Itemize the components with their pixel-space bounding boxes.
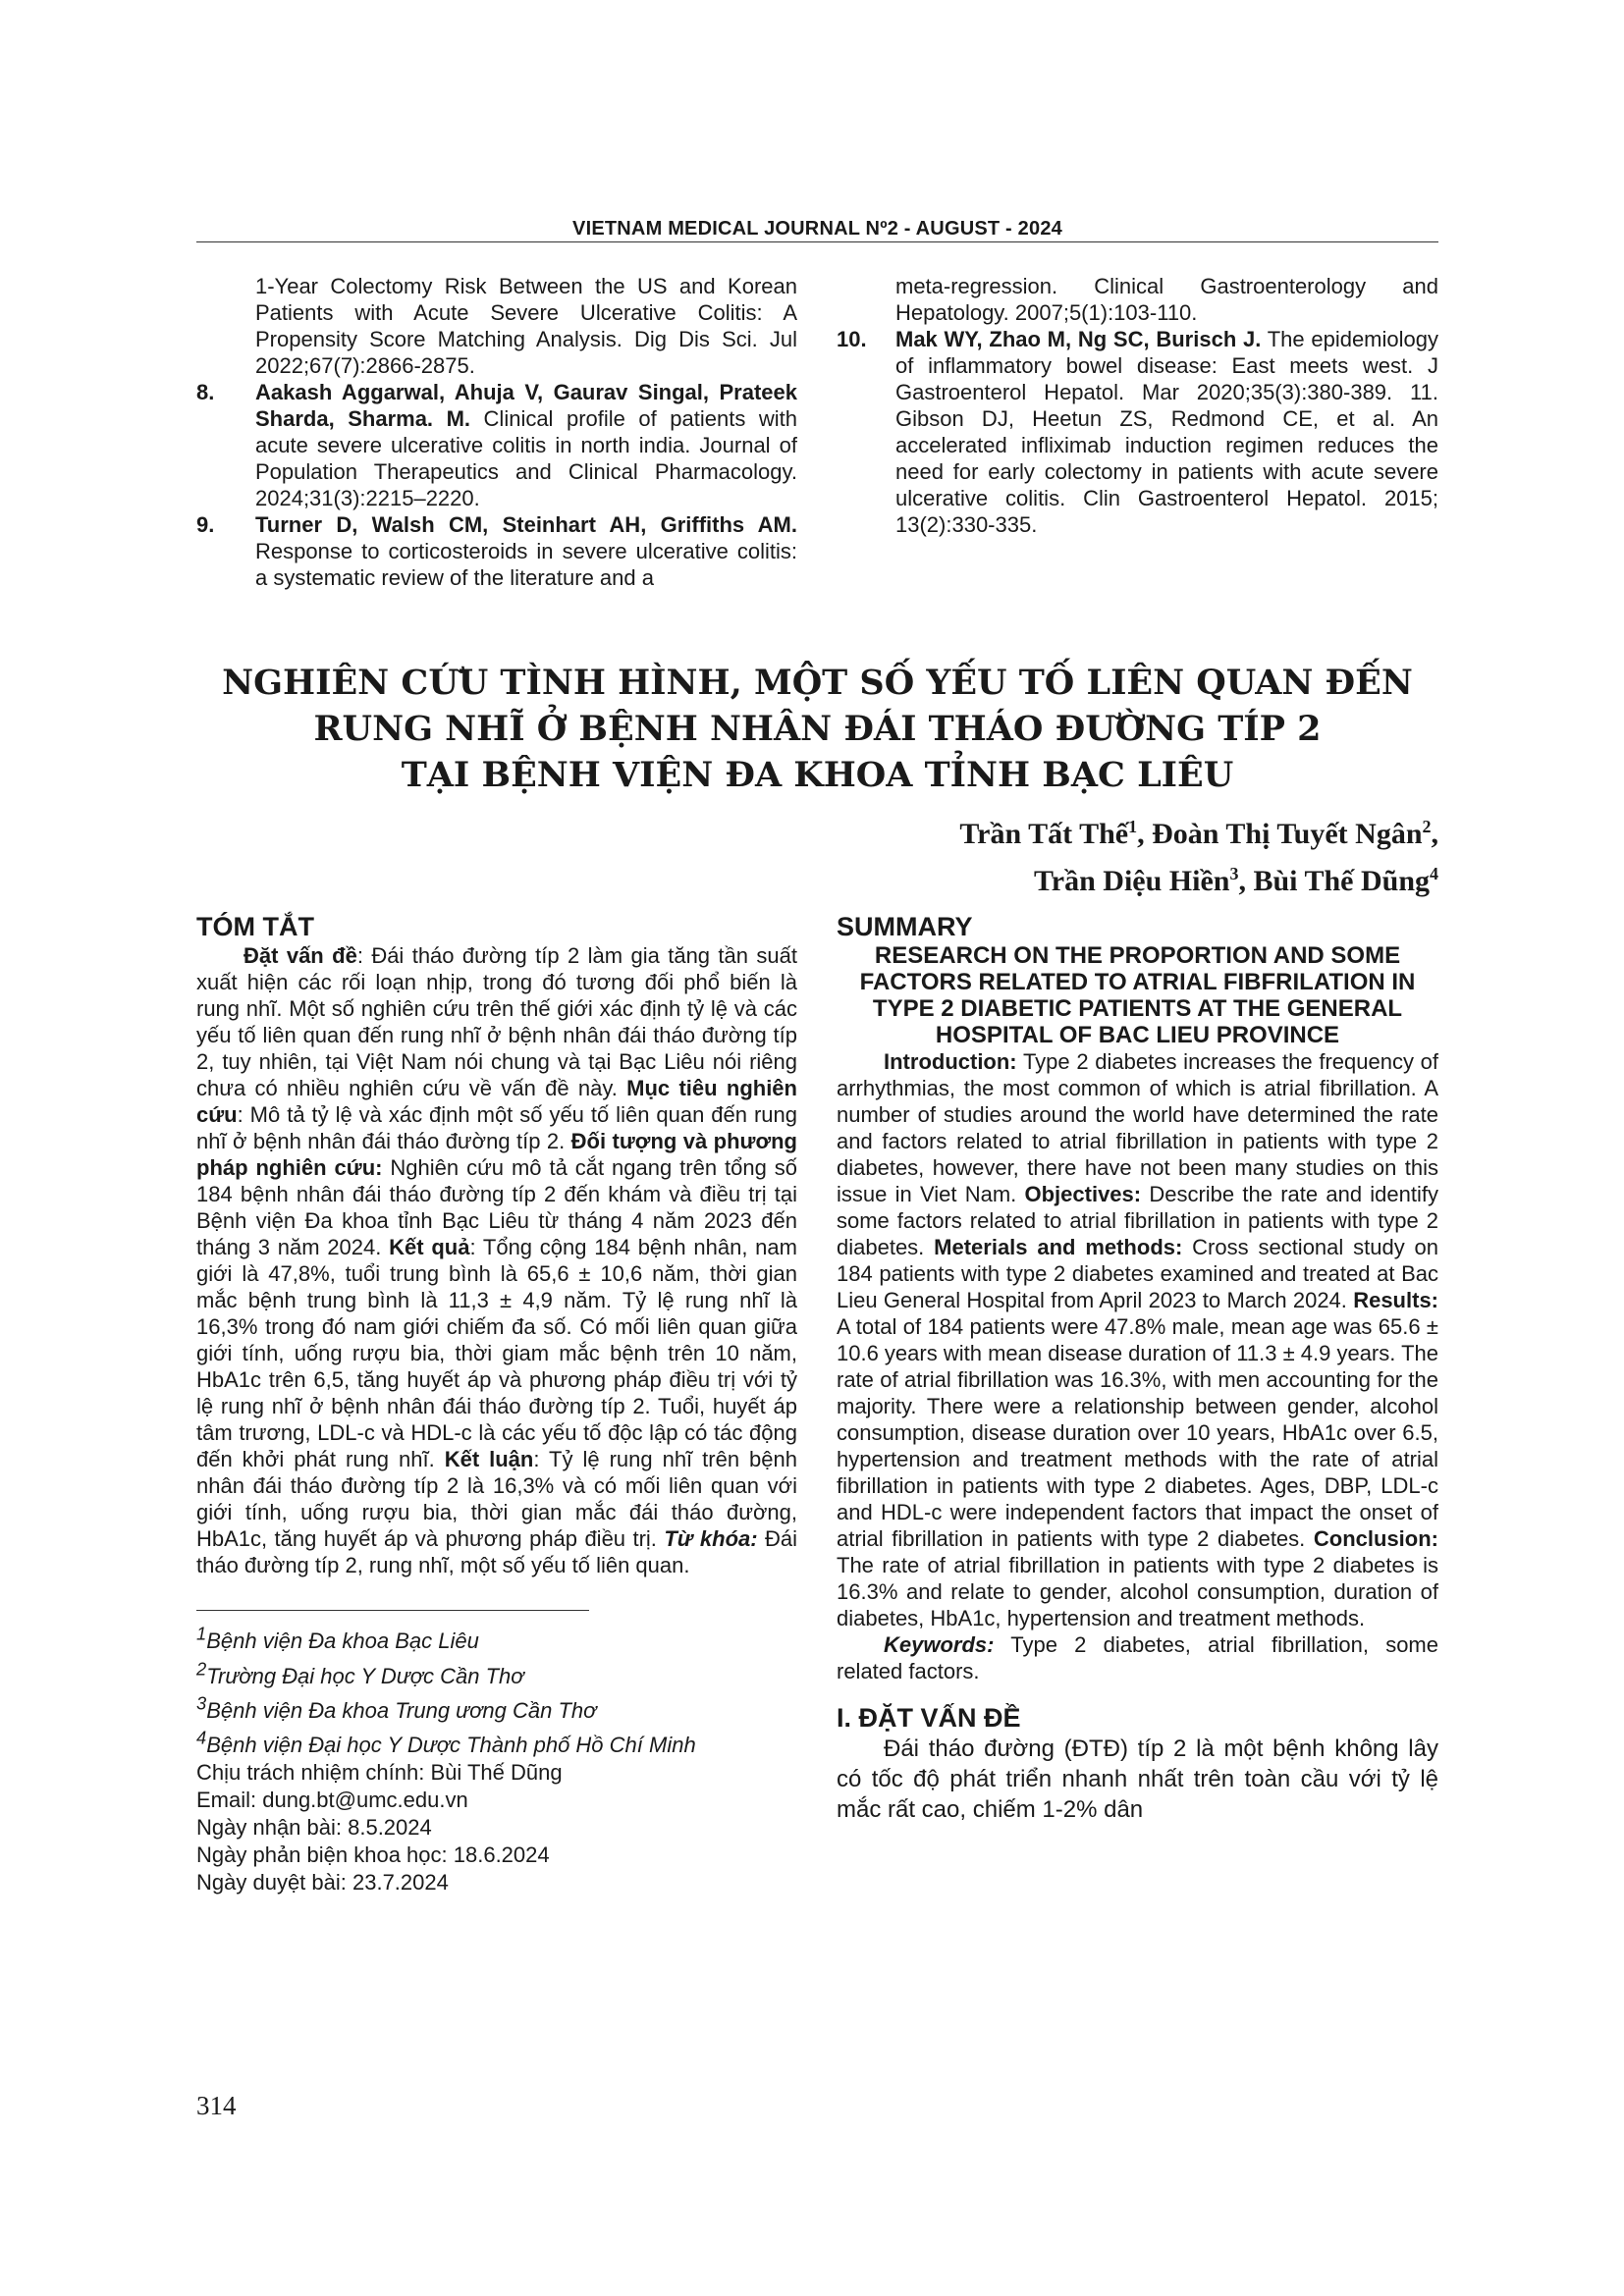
reference-8: [196, 379, 797, 511]
abstract-label: Conclusion:: [1313, 1526, 1438, 1551]
reference-9: [196, 511, 797, 591]
section-heading: TÓM TẮT: [196, 912, 314, 941]
author-affiliation-mark: 1: [1128, 817, 1138, 836]
intro-text: Đái tháo đường (ĐTĐ) típ 2 là một bệnh không lây có tốc độ phát triển nhanh nhất trên toàn cầu với tỷ lệ mắc rất cao, chiếm 1-2% dân: [837, 1735, 1438, 1823]
reference-authors: Turner D, Walsh CM, Steinhart AH, Griffiths AM.: [255, 512, 797, 537]
affiliation: Bệnh viện Đại học Y Dược Thành phố Hồ Chí Minh: [206, 1733, 696, 1758]
english-title: RESEARCH ON THE PROPORTION AND SOME FACTORS RELATED TO ATRIAL FIBFRILATION IN TYPE 2 DIABETIC PATIENTS AT THE GENERAL HOSPITAL OF BAC LIEU PROVINCE: [859, 942, 1416, 1048]
abstract-label: Đặt vấn đề: [244, 943, 357, 968]
reference-text: Response to corticosteroids in severe ulcerative colitis: a systematic review of the literature and a: [255, 539, 797, 590]
page-number: 314: [196, 2091, 237, 2120]
reference-text: Clinical profile of patients with acute severe ulcerative colitis in north india. Journal of Population Therapeutics and Clinical Pharmacology. 2024;31(3):2215–2220.: [255, 406, 797, 510]
title-line: TẠI BỆNH VIỆN ĐA KHOA TỈNH BẠC LIÊU: [401, 755, 1234, 795]
keywords-label: Từ khóa:: [664, 1526, 758, 1551]
author-affiliation-mark: 3: [1229, 864, 1239, 883]
received-date: Ngày nhận bài: 8.5.2024: [196, 1815, 432, 1841]
abstract-label: Đối tượng và phương pháp nghiên cứu:: [196, 1129, 797, 1180]
reference-7-continued: 1-Year Colectomy Risk Between the US and Korean Patients with Acute Severe Ulcerative Colitis: A Propensity Score Matching Analysis. Dig Dis Sci. Jul 2022;67(7):2866-2875.: [255, 274, 797, 378]
affiliation: Bệnh viện Đa khoa Bạc Liêu: [206, 1629, 479, 1654]
abstract-label: Mục tiêu nghiên cứu: [196, 1076, 797, 1127]
review-date: Ngày phản biện khoa học: 18.6.2024: [196, 1842, 550, 1868]
corresponding-author: Chịu trách nhiệm chính: Bùi Thế Dũng: [196, 1760, 563, 1786]
reference-10: [837, 326, 1438, 538]
references-right: [837, 273, 1438, 538]
accepted-date: Ngày duyệt bài: 23.7.2024: [196, 1870, 449, 1896]
abstract-body: Introduction: Type 2 diabetes increases the frequency of arrhythmias, the most common of which is atrial fibrillation. A number of studies around the world have determined the rate and factors related to atrial fibrillation in patients with type 2 diabetes, however, there have not been many studies on this issue in Viet Nam. Objectives: Describe the rate and identify some factors related to atrial fibrillation in patients with type 2 diabetes. Meterials and methods: Cross sectional study on 184 patients with type 2 diabetes examined and treated at Bac Lieu General Hospital from April 2023 to March 2024. Results: A total of 184 patients were 47.8% male, mean age was 65.6 ± 10.6 years with mean disease duration of 11.3 ± 4.9 years. The rate of atrial fibrillation was 16.3%, with men accounting for the majority. There were a relationship between gender, alcohol consumption, disease duration over 10 years, HbA1c over 6.5, hypertension and treatment methods with the rate of atrial fibrillation in patients with type 2 diabetes. Ages, DBP, LDL-c and HDL-c were independent factors that impact the onset of atrial fibrillation in patients with type 2 diabetes. Conclusion: The rate of atrial fibrillation in patients with type 2 diabetes is 16.3% and relate to gender, alcohol consumption, duration of diabetes, HbA1c, hypertension and treatment methods.: [837, 1049, 1439, 1630]
affiliation: Trường Đại học Y Dược Cần Thơ: [206, 1663, 524, 1688]
section-heading: SUMMARY: [837, 912, 973, 941]
abstract-body: Đặt vấn đề: Đái tháo đường típ 2 làm gia tăng tần suất xuất hiện các rối loạn nhịp, trong đó tương đối phổ biến là rung nhĩ. Một số nghiên cứu trên thế giới xác định tỷ lệ và các yếu tố liên quan đến rung nhĩ ở bệnh nhân đái tháo đường típ 2, tuy nhiên, tại Việt Nam nói chung và tại Bạc Liêu nói riêng chưa có nhiều nghiên cứu về vấn đề này. Mục tiêu nghiên cứu: Mô tả tỷ lệ và xác định một số yếu tố liên quan đến rung nhĩ ở bệnh nhân đái tháo đường típ 2. Đối tượng và phương pháp nghiên cứu: Nghiên cứu mô tả cắt ngang trên tổng số 184 bệnh nhân đái tháo đường típ 2 đến khám và điều trị tại Bệnh viện Đa khoa tỉnh Bạc Liêu từ tháng 4 năm 2023 đến tháng 3 năm 2024. Kết quả: Tổng cộng 184 bệnh nhân, nam giới là 47,8%, tuổi trung bình là 65,6 ± 10,6 năm, thời gian mắc bệnh trung bình là 11,3 ± 4,9 năm. Tỷ lệ rung nhĩ là 16,3% trong đó nam giới chiếm đa số. Có mối liên quan giữa giới tính, uống rượu bia, thời giam mắc bệnh trên 10 năm, HbA1c trên 6,5, tăng huyết áp và phương pháp điều trị với tỷ lệ rung nhĩ ở bệnh nhân đái tháo đường típ 2. Tuổi, huyết áp tâm trương, LDL-c và HDL-c là các yếu tố độc lập có tác động đến khởi phát rung nhĩ. Kết luận: Tỷ lệ rung nhĩ trên bệnh nhân đái tháo đường típ 2 là 16,3% và có mối liên quan với giới tính, uống rượu bia, thời gian mắc đái tháo đường, HbA1c, tăng huyết áp và phương pháp điều trị. Từ khóa: Đái tháo đường típ 2, rung nhĩ, một số yếu tố liên quan.: [196, 943, 798, 1577]
abstract-label: Introduction:: [884, 1049, 1017, 1074]
reference-text: The epidemiology of inflammatory bowel disease: East meets west. J Gastroenterol Hepatol. Mar 2020;35(3):380-389. 11. Gibson DJ, Heetun ZS, Redmond CE, et al. An accelerated infliximab induction regimen reduces the need for early colectomy in patients with acute severe ulcerative colitis. Clin Gastroenterol Hepatol. 2015; 13(2):330-335.: [895, 327, 1438, 537]
email: Email: dung.bt@umc.edu.vn: [196, 1788, 468, 1813]
author-name: Bùi Thế Dũng: [1253, 865, 1430, 897]
keywords: Keywords: Type 2 diabetes, atrial fibrillation, some related factors.: [837, 1632, 1438, 1683]
journal-header: VIETNAM MEDICAL JOURNAL Nº2 - AUGUST - 2024: [572, 218, 1062, 240]
abstract-label: Results:: [1353, 1288, 1438, 1312]
author-affiliation-mark: 2: [1422, 817, 1432, 836]
abstract-label: Kết quả: [389, 1235, 470, 1259]
author-name: Trần Tất Thế: [959, 818, 1129, 850]
footnote-rule: [196, 1610, 589, 1611]
reference-number: 9.: [196, 512, 215, 537]
abstract-label: Kết luận: [444, 1447, 534, 1471]
title-line: RUNG NHĨ Ở BỆNH NHÂN ĐÁI THÁO ĐƯỜNG TÍP 2: [313, 709, 1322, 749]
references-left: [196, 273, 797, 591]
reference-authors: Mak WY, Zhao M, Ng SC, Burisch J.: [895, 327, 1262, 351]
reference-authors: Aakash Aggarwal, Ahuja V, Gaurav Singal, Prateek Sharda, Sharma. M.: [255, 380, 797, 431]
affiliations: $^1$Bệnh viện Đa khoa Bạc Liêu $^2$Trường Đại học Y Dược Cần Thơ $^3$Bệnh viện Đa khoa Trung ương Cần Thơ $^4$Bệnh viện Đại học Y Dược Thành phố Hồ Chí Minh Chịu trách nhiệm chính: Bùi Thế Dũng Email: dung.bt@umc.edu.vn Ngày nhận bài: 8.5.2024 Ngày phản biện khoa học: 18.6.2024 Ngày duyệt bài: 23.7.2024: [196, 1621, 797, 1896]
author-name: Đoàn Thị Tuyết Ngân: [1152, 818, 1423, 850]
reference-number: 8.: [196, 380, 215, 404]
abstract-vietnamese: [196, 911, 797, 1896]
article-title: [196, 660, 1438, 798]
keywords-label: Keywords:: [884, 1632, 995, 1657]
reference-number: 10.: [837, 327, 867, 351]
abstract-label: Objectives:: [1024, 1182, 1142, 1206]
author-affiliation-mark: 4: [1430, 864, 1438, 883]
abstract-english: [837, 911, 1438, 1825]
header-rule: [196, 241, 1438, 242]
title-line: NGHIÊN CỨU TÌNH HÌNH, MỘT SỐ YẾU TỐ LIÊN QUAN ĐẾN: [222, 663, 1413, 703]
abstract-label: Meterials and methods:: [934, 1235, 1183, 1259]
reference-9-continued: meta-regression. Clinical Gastroenterology and Hepatology. 2007;5(1):103-110.: [895, 274, 1438, 325]
section-heading: I. ĐẶT VẤN ĐỀ: [837, 1703, 1021, 1733]
affiliation: Bệnh viện Đa khoa Trung ương Cần Thơ: [206, 1697, 597, 1723]
author-list: Trần Tất Thế$^1$, Đoàn Thị Tuyết Ngân$^2$, Trần Diệu Hiền$^3$, Bùi Thế Dũng$^4$: [959, 817, 1438, 897]
author-name: Trần Diệu Hiền: [1034, 865, 1230, 897]
